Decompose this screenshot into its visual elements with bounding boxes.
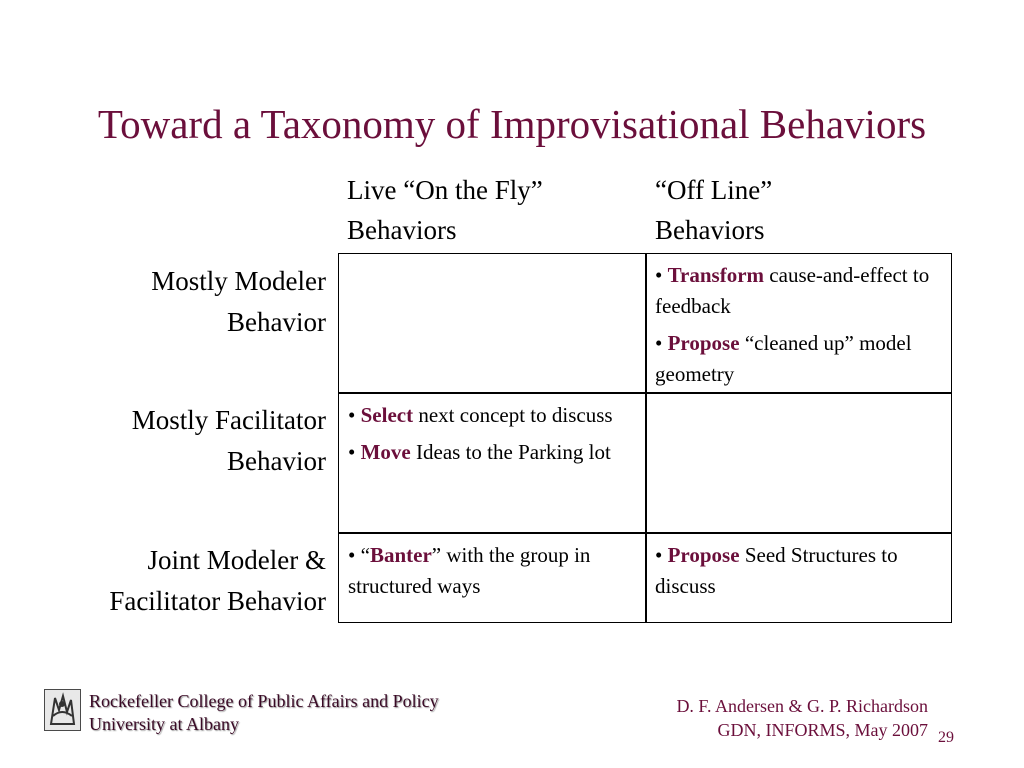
column-header-live <box>347 170 637 250</box>
taxonomy-table <box>338 253 952 623</box>
keyword: Propose <box>667 543 740 567</box>
bullet-item <box>348 437 638 468</box>
slide-title: Toward a Taxonomy of Improvisational Behaviors <box>97 101 927 147</box>
cell-facilitator-live <box>348 400 638 474</box>
bullet-item <box>655 328 945 390</box>
column-header-live-line1: Live “On the Fly” <box>347 175 543 205</box>
row-label-facilitator-line1: Mostly Facilitator <box>131 405 326 435</box>
cell-joint-offline <box>655 540 945 608</box>
cell-joint-live <box>348 540 638 608</box>
row-label-facilitator-line2: Behavior <box>227 446 326 476</box>
column-header-offline-line1: “Off Line” <box>655 175 773 205</box>
table-row-divider <box>339 532 951 534</box>
bullet-text: “cleaned up” model geometry <box>655 331 912 386</box>
bullet-item <box>655 260 945 322</box>
row-label-joint <box>20 540 326 622</box>
page-number: 29 <box>938 729 954 746</box>
bullet-text: ” with the group in structured ways <box>348 543 591 598</box>
bullet-text: next concept to discuss <box>413 403 613 427</box>
row-label-modeler-line1: Mostly Modeler <box>151 266 326 296</box>
column-header-live-line2: Behaviors <box>347 215 457 245</box>
bullet: • “ <box>348 543 370 567</box>
bullet-item <box>655 540 945 602</box>
table-column-divider <box>645 254 647 622</box>
bullet: • <box>655 263 663 287</box>
bullet-text: Seed Structures to discuss <box>655 543 898 598</box>
footer-venue: GDN, INFORMS, May 2007 <box>717 720 928 740</box>
bullet-item <box>348 400 638 431</box>
footer-credits <box>676 694 928 742</box>
footer-institution-line2: University at Albany <box>89 714 239 734</box>
bullet: • <box>348 403 356 427</box>
keyword: Propose <box>667 331 740 355</box>
row-label-facilitator <box>20 400 326 482</box>
row-label-modeler-line2: Behavior <box>227 307 326 337</box>
row-label-joint-line2: Facilitator Behavior <box>109 586 326 616</box>
footer-authors: D. F. Andersen & G. P. Richardson <box>676 696 928 716</box>
keyword: Transform <box>667 263 765 287</box>
row-label-modeler <box>20 261 326 343</box>
column-header-offline-line2: Behaviors <box>655 215 765 245</box>
footer-institution <box>89 690 439 736</box>
keyword: Select <box>360 403 414 427</box>
bullet-text: Ideas to the Parking lot <box>410 440 611 464</box>
bullet: • <box>348 440 356 464</box>
bullet: • <box>655 331 663 355</box>
cell-modeler-offline <box>655 260 945 396</box>
keyword: Move <box>360 440 411 464</box>
bullet-item <box>348 540 638 602</box>
bullet-text: cause-and-effect to feedback <box>655 263 930 318</box>
column-header-offline <box>655 170 945 250</box>
keyword: Banter <box>369 543 432 567</box>
college-seal-icon <box>44 689 81 731</box>
row-label-joint-line1: Joint Modeler & <box>147 545 326 575</box>
bullet: • <box>655 543 663 567</box>
footer-institution-line1: Rockefeller College of Public Affairs and Policy <box>89 691 439 711</box>
